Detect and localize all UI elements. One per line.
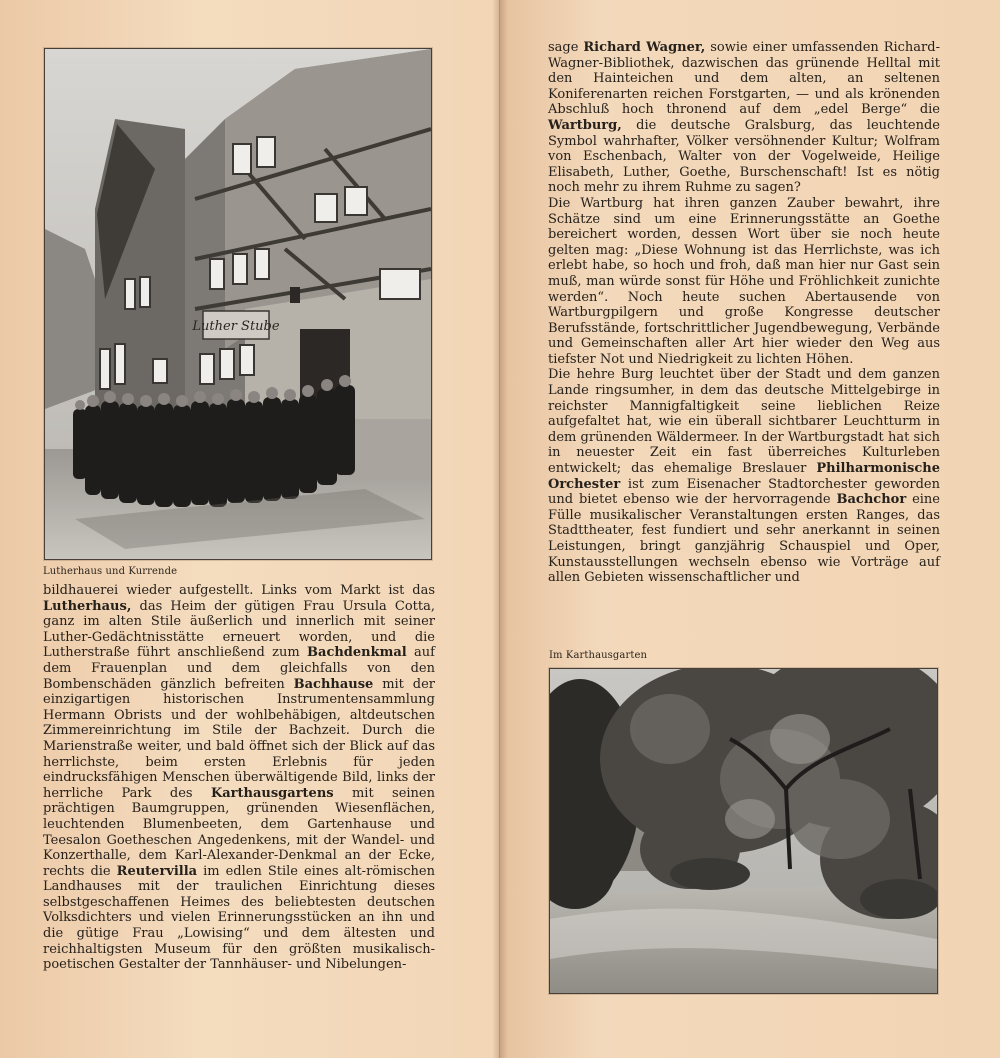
bold-term: Karthausgartens: [210, 785, 334, 801]
bold-term: Reutervilla: [116, 863, 198, 879]
lutherhaus-photo: [44, 48, 432, 560]
bold-term: Philharmonische Orchester: [548, 461, 940, 492]
right-paragraph-2: [548, 196, 940, 368]
text-run: mit der einzigartigen historischen Instrumentensammlung Hermann Obrists und der wohlbehäbigen, altdeutschen Zimmereinrichtung im Stile der Bachzeit. Durch die Marienstraße weiter, und bald öffnet sich der Blick auf das herrlichste, beim ersten Erlebnis für jeden eindrucksfähigen Menschen überwältigende Bild, links der herrliche Park des: [43, 676, 436, 801]
bold-term: Richard Wagner,: [583, 40, 706, 55]
text-run: mit seinen prächtigen Baumgruppen, grünenden Wiesenflächen, leuchtenden Blumenbeeten, dem Gartenhause und Teesalon Goetheschen Angedenkens, mit der Wandel- und Konzerthalle, dem Karl-Alexander-Denkmal an der Ecke, rechts die: [43, 785, 435, 879]
left-text-column: [43, 583, 435, 973]
bold-term: Bachchor: [836, 492, 907, 508]
text-run: die deutsche Gralsburg, das leuchtende Symbol wahrhafter, Völker versöhnender Kultur; Wolfram von Eschenbach, Walter von der Vogelweide, Heilige Elisabeth, Luther, Goethe, Burschenschaft! Ist es nötig noch mehr zu ihrem Ruhme zu sagen?: [548, 117, 940, 196]
text-run: eine Fülle musikalischer Veranstaltungen ersten Ranges, das Stadttheater, fest fundiert und sehr anerkannt in seinen Leistungen, bringt ganzjährig Schauspiel und Oper, Kunstausstellungen wechseln ebenso wie Vorträge auf allen Gebieten wissenschaftlicher und: [548, 492, 940, 586]
right-paragraph-3: [548, 367, 940, 585]
text-run: Die Wartburg hat ihren ganzen Zauber bewahrt, ihre Schätze sind um eine Erinnerungsstätte an Goethe bereichert worden, dessen Wort über sie noch heute gelten mag: „Diese Wohnung ist das Herrlichste, was ich erlebt habe, so hoch und froh, daß man hier nur Gast sein muß, man würde sonst für Höhe und Fröhlichkeit zunichte werden“. Noch heute suchen Abertausende von Wartburgpilgern und große Kongresse deutscher Berufsstände, fortschrittlicher Jugendbewegung, Verbände und Gemeinschaften aller Art hier wieder den Weg aus tiefster Not und Niedrigkeit zu lichten Höhen.: [548, 195, 940, 367]
text-run: im edlen Stile eines alt-römischen Landhauses mit der traulichen Einrichtung dieses selbstgeschaffenen Heimes des beliebtesten deutschen Volksdichters und vielen Erinnerungsstücken an ihn und die gütige Frau „Lowising“ und dem ältesten und reichhaltigsten Museum für den größten musikalisch-poetischen Gestalter der Tannhäuser- und Nibelungen-: [43, 863, 435, 973]
right-text-column: [548, 40, 940, 586]
bold-term: Bachdenkmal: [307, 645, 407, 661]
text-run: sage: [548, 40, 584, 55]
karthausgarten-photo: [549, 668, 938, 994]
bold-term: Wartburg,: [548, 117, 622, 133]
text-run: sowie einer umfassenden Richard-Wagner-Bibliothek, dazwischen das grünende Helltal mit den Hainteichen und dem alten, an seltenen Koniferenarten reichen Forstgarten, — und als krönenden Abschluß hoch thronend auf dem „edel Berge“ die: [548, 40, 940, 118]
lutherhaus-caption: Lutherhaus und Kurrende: [43, 566, 178, 577]
right-paragraph-1: [548, 40, 940, 196]
text-run: Die hehre Burg leuchtet über der Stadt und dem ganzen Lande ringsumher, in dem das deutsche Mittelgebirge in reichster Mannigfaltigkeit seine lieblichen Reize aufgefaltet hat, wie ein überall sichtbarer Leuchtturm in dem grünenden Wäldermeer. In der Wartburgstadt hat sich in neuester Zeit ein fast überreiches Kulturleben entwickelt; das ehemalige Breslauer: [548, 367, 940, 477]
text-run: das Heim der gütigen Frau Ursula Cotta, ganz im alten Stile äußerlich und innerlich mit seiner Luther-Gedächtnisstätte erneuert worden, und die Lutherstraße führt anschließend zum: [43, 598, 435, 661]
bold-term: Bachhause: [293, 676, 374, 692]
page-fold: [492, 0, 508, 1058]
luther-stube-sign: Luther Stube: [192, 319, 280, 334]
text-run: auf dem Frauenplan und dem gleichfalls von den Bombenschäden gänzlich befreiten: [43, 645, 435, 692]
text-run: ist zum Eisenacher Stadtorchester geworden und bietet ebenso wie der hervorragende: [548, 476, 940, 508]
karthausgarten-caption: Im Karthausgarten: [549, 650, 648, 661]
bold-term: Lutherhaus,: [43, 598, 132, 614]
text-run: bildhauerei wieder aufgestellt. Links vom Markt ist das: [43, 583, 435, 598]
left-paragraph: [43, 583, 435, 973]
